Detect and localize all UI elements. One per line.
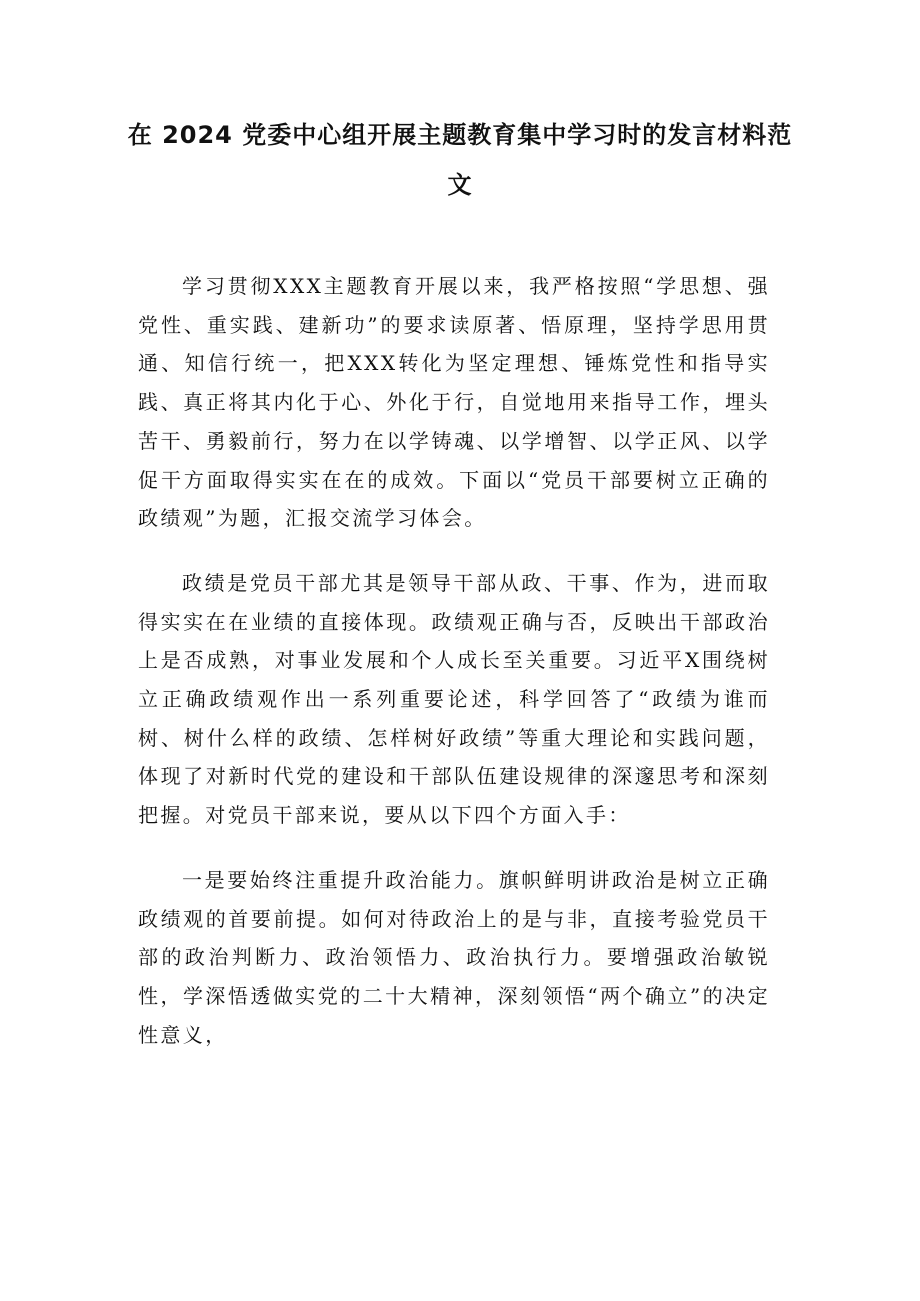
paragraph-3: 一是要始终注重提升政治能力。旗帜鲜明讲政治是树立正确政绩观的首要前提。如何对待政治上的是与非，直接考验党员干部的政治判断力、政治领悟力、政治执行力。要增强政治敏锐性，学深悟透做实党的二十大精神，深刻领悟“两个确立”的决定性意义，	[138, 867, 770, 1047]
document-body	[138, 267, 770, 1080]
document-title: 在 2024 党委中心组开展主题教育集中学习时的发言材料范文	[127, 121, 793, 199]
paragraph-1: 学习贯彻XXX主题教育开展以来，我严格按照“学思想、强党性、重实践、建新功”的要求读原著、悟原理，坚持学思用贯通、知信行统一，把XXX转化为坚定理想、锤炼党性和指导实践、真正将其内化于心、外化于行，自觉地用来指导工作，埋头苦干、勇毅前行，努力在以学铸魂、以学增智、以学正风、以学促干方面取得实实在在的成效。下面以“党员干部要树立正确的政绩观”为题，汇报交流学习体会。	[138, 274, 770, 531]
paragraph-2: 政绩是党员干部尤其是领导干部从政、干事、作为，进而取得实实在在业绩的直接体现。政绩观正确与否，反映出干部政治上是否成熟，对事业发展和个人成长至关重要。习近平X围绕树立正确政绩观作出一系列重要论述，科学回答了“政绩为谁而树、树什么样的政绩、怎样树好政绩”等重大理论和实践问题，体现了对新时代党的建设和干部队伍建设规律的深邃思考和深刻把握。对党员干部来说，要从以下四个方面入手：	[138, 570, 770, 828]
